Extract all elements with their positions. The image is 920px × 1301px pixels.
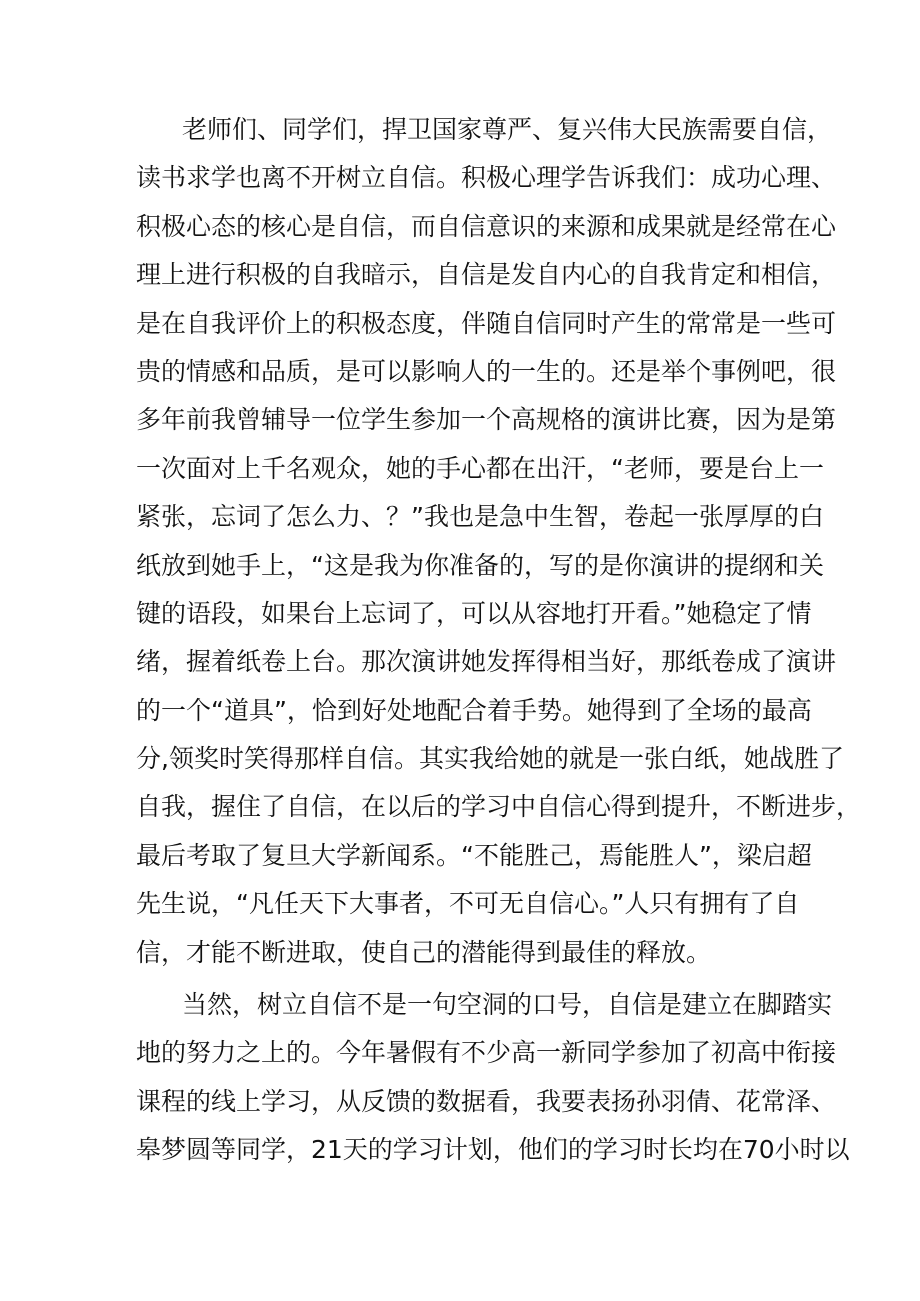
text-line: 多年前我曾辅导一位学生参加一个高规格的演讲比赛，因为是第	[136, 405, 837, 435]
text-line: 地的努力之上的。今年暑假有不少高一新同学参加了初高中衔接	[136, 1038, 837, 1068]
paragraph-1	[136, 106, 862, 977]
text-line: 绪，握着纸卷上台。那次演讲她发挥得相当好，那纸卷成了演讲	[136, 647, 837, 677]
document-body	[136, 106, 862, 1175]
paragraph-2	[136, 981, 850, 1175]
text-line: 积极心态的核心是自信，而自信意识的来源和成果就是经常在心	[136, 211, 837, 241]
text-line: 当然，树立自信不是一句空洞的口号，自信是建立在脚踏实	[182, 990, 833, 1020]
text-line: 信，才能不断进取，使自己的潜能得到最佳的释放。	[136, 937, 712, 967]
text-line: 理上进行积极的自我暗示，自信是发自内心的自我肯定和相信，	[136, 260, 837, 290]
text-line: 自我，握住了自信，在以后的学习中自信心得到提升，不断进步，	[136, 792, 862, 822]
text-line: 纸放到她手上，“这是我为你准备的，写的是你演讲的提纲和关	[136, 550, 824, 580]
text-line: 最后考取了复旦大学新闻系。“不能胜己，焉能胜人”，梁启超	[136, 840, 812, 870]
text-line: 分,领奖时笑得那样自信。其实我给她的就是一张白纸，她战胜了	[136, 744, 844, 774]
text-line: 紧张，忘词了怎么力、？”我也是急中生智，卷起一张厚厚的白	[136, 502, 824, 532]
text-line: 的一个“道具”，恰到好处地配合着手势。她得到了全场的最高	[136, 695, 812, 725]
text-line: 是在自我评价上的积极态度，伴随自信同时产生的常常是一些可	[136, 308, 837, 338]
text-line: 读书求学也离不开树立自信。积极心理学告诉我们：成功心理、	[136, 163, 837, 193]
text-line: 键的语段，如果台上忘词了，可以从容地打开看。”她稳定了情	[136, 598, 812, 628]
text-line: 贵的情感和品质，是可以影响人的一生的。还是举个事例吧，很	[136, 356, 837, 386]
text-line: 皋梦圆等同学，21天的学习计划，他们的学习时长均在70小时以	[136, 1135, 850, 1165]
text-line: 老师们、同学们，捍卫国家尊严、复兴伟大民族需要自信，	[182, 115, 833, 144]
text-line: 一次面对上千名观众，她的手心都在出汗，“老师，要是台上一	[136, 453, 824, 483]
text-line: 课程的线上学习，从反馈的数据看，我要表扬孙羽倩、花常泽、	[136, 1086, 837, 1116]
text-line: 先生说，“凡任天下大事者，不可无自信心。”人只有拥有了自	[136, 889, 800, 919]
